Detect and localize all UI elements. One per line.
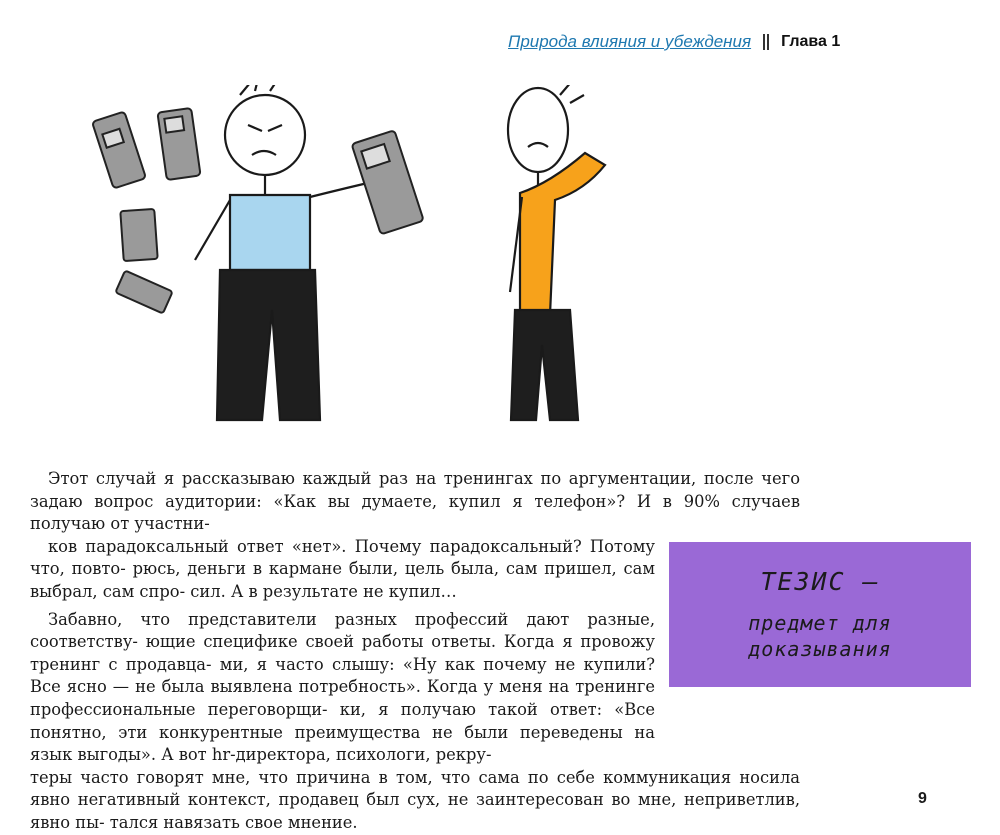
text-line-narrow: ков парадоксальный ответ «нет». Почему парадоксальный? Потому что, повто- рюсь, деньги в кармане были, цель была, сам пришел, сам выбрал, сам спро- сил. А в результате не купил…: [30, 536, 655, 601]
seller-figure: [195, 85, 385, 420]
running-header: [508, 32, 840, 52]
callout-title: ТЕЗИС —: [760, 567, 880, 596]
phone-icon: [352, 130, 424, 234]
chapter-label: Глава 1: [781, 33, 841, 50]
thesis-callout: [669, 542, 971, 687]
sketch-seller-and-buyer-icon: [90, 85, 650, 455]
text-line: вопрос аудитории: «Как вы думаете, купил я телефон»? И в 90% случаев получаю от участни-: [30, 491, 800, 534]
text-line: негативный контекст, продавец был сух, не заинтересован во мне, неприветлив, явно пы-: [30, 790, 800, 832]
buyer-figure: [508, 85, 605, 420]
phone-icon: [92, 111, 146, 188]
text-line: теры часто говорят мне, что причина в том, что сама по себе коммуникация носила явно: [30, 767, 800, 810]
phone-icon: [157, 108, 200, 180]
text-line: тался навязать свое мнение.: [109, 812, 358, 832]
callout-line-2: доказывания: [748, 637, 892, 661]
callout-line-1: предмет для: [748, 611, 892, 635]
header-divider: [763, 34, 769, 50]
text-line: Этот случай я рассказываю каждый раз на тренингах по аргументации, после чего задаю: [30, 469, 800, 511]
section-title: Природа влияния и убеждения: [508, 32, 752, 51]
phone-icon: [115, 270, 172, 313]
page-number: 9: [918, 790, 927, 807]
phone-icon: [120, 209, 157, 261]
text-line-narrow: Забавно, что представители разных профессий дают разные, соответству- ющие специфике своей работы ответы. Когда я провожу тренинг с продавца- ми, я часто слышу: «Ну как почему не купили? Все ясно — не была выявлена потребность». Когда у меня на тренинге профессиональные переговорщи- ки, я получаю такой ответ: «Все понятно, эти конкурентные преимущества не были переведены на язык выгоды». А вот hr-директора, психологи, рекру-: [30, 609, 655, 765]
